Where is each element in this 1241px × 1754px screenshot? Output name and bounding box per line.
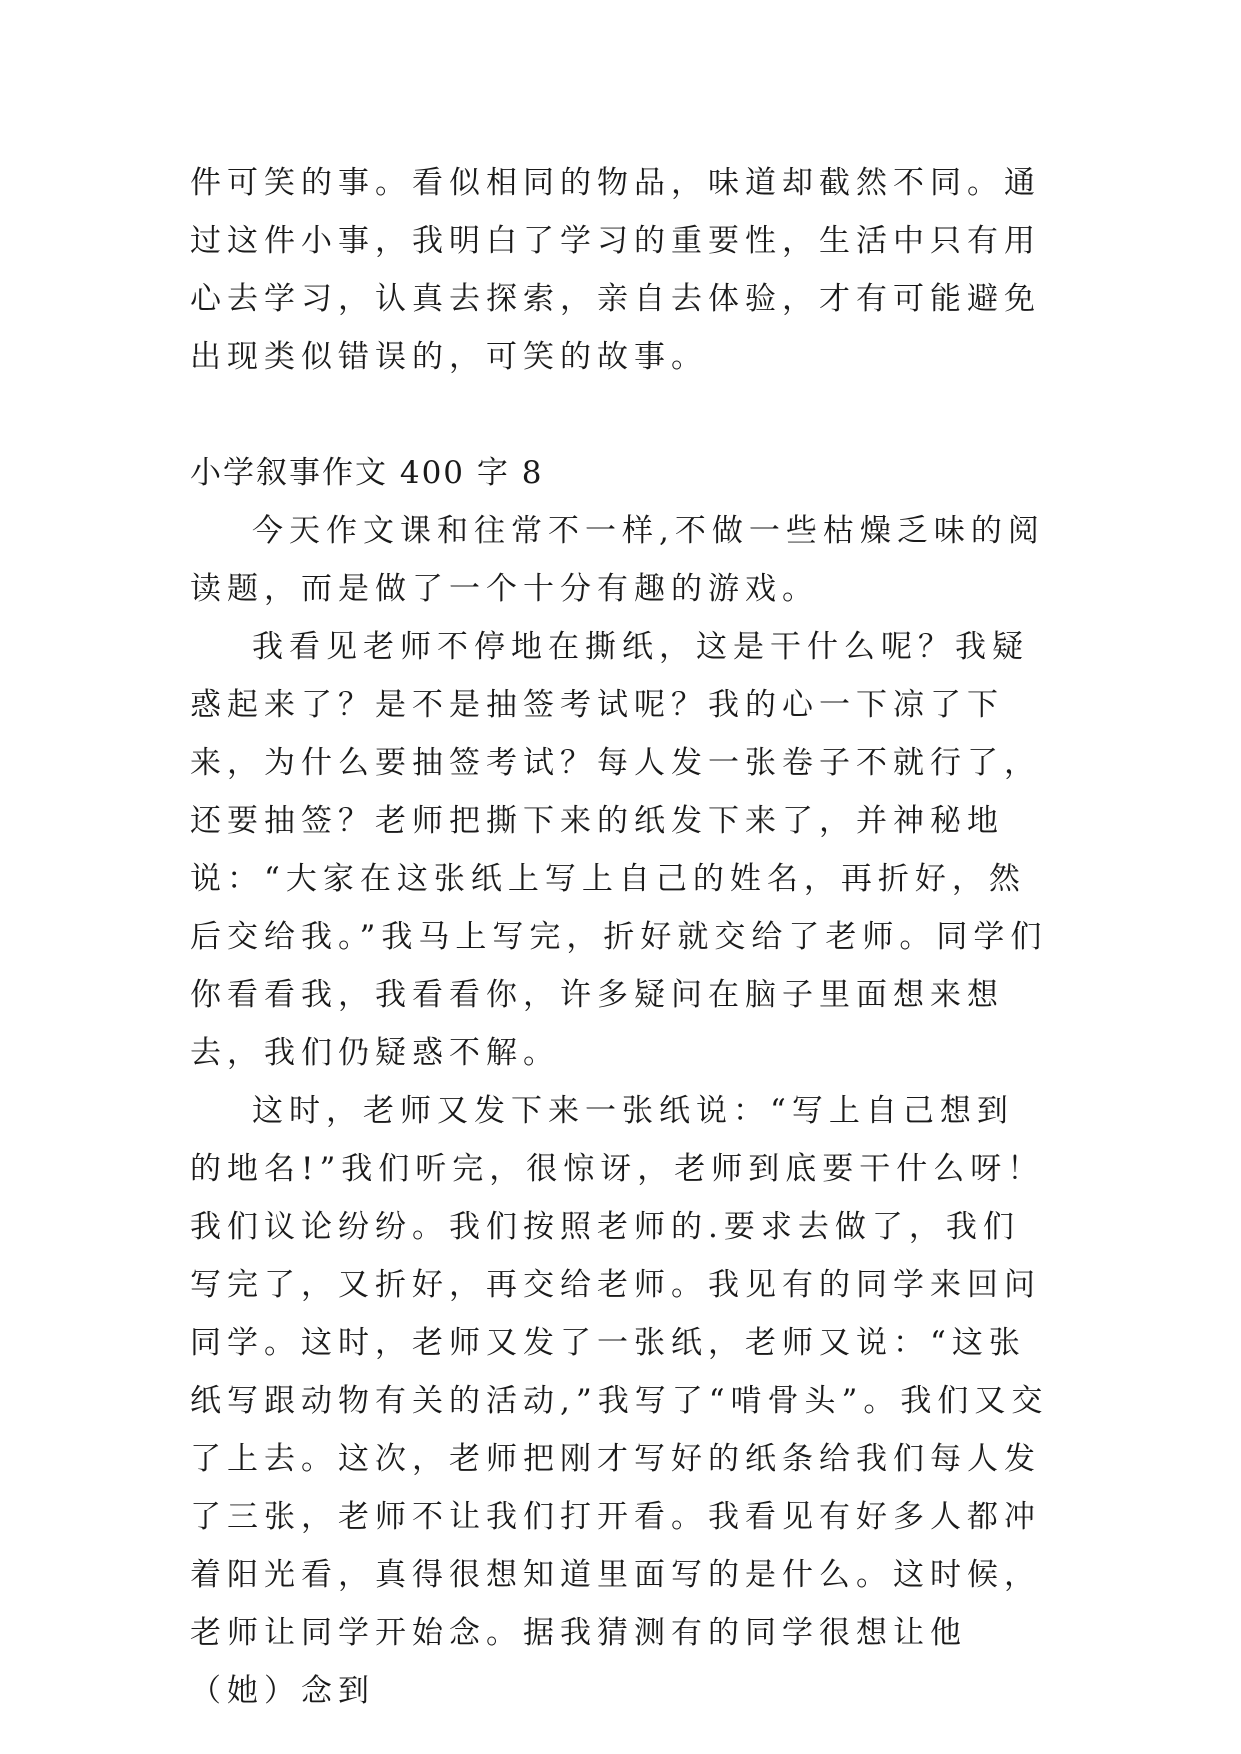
paragraph-1: 今天作文课和往常不一样,不做一些枯燥乏味的阅读题，而是做了一个十分有趣的游戏。	[190, 513, 1045, 607]
intro-paragraph: 件可笑的事。看似相同的物品，味道却截然不同。通过这件小事，我明白了学习的重要性，生活中只有用心去学习，认真去探索，亲自去体验，才有可能避免出现类似错误的，可笑的故事。	[190, 165, 1041, 375]
paragraph-2: 我看见老师不停地在撕纸，这是干什么呢？我疑惑起来了？是不是抽签考试呢？我的心一下凉了下来，为什么要抽签考试？每人发一张卷子不就行了，还要抽签？老师把撕下来的纸发下来了，并神秘地说：“大家在这张纸上写上自己的姓名，再折好，然后交给我。”我马上写完，折好就交给了老师。同学们你看看我，我看看你，许多疑问在脑子里面想来想去，我们仍疑惑不解。	[190, 629, 1048, 1071]
intro-paragraph-block	[190, 154, 1050, 386]
section-title: 小学叙事作文 400 字 8	[190, 455, 544, 491]
paragraph-3: 这时，老师又发下来一张纸说：“写上自己想到的地名!”我们听完，很惊讶，老师到底要干什么呀！我们议论纷纷。我们按照老师的.要求去做了，我们写完了，又折好，再交给老师。我见有的同学来回问同学。这时，老师又发了一张纸，老师又说：“这张纸写跟动物有关的活动,”我写了“啃骨头”。我们又交了上去。这次，老师把刚才写好的纸条给我们每人发了三张，老师不让我们打开看。我看见有好多人都冲着阳光看，真得很想知道里面写的是什么。这时候，老师让同学开始念。据我猜测有的同学很想让他（她）念到	[190, 1093, 1049, 1709]
essay-body	[190, 502, 1050, 1720]
